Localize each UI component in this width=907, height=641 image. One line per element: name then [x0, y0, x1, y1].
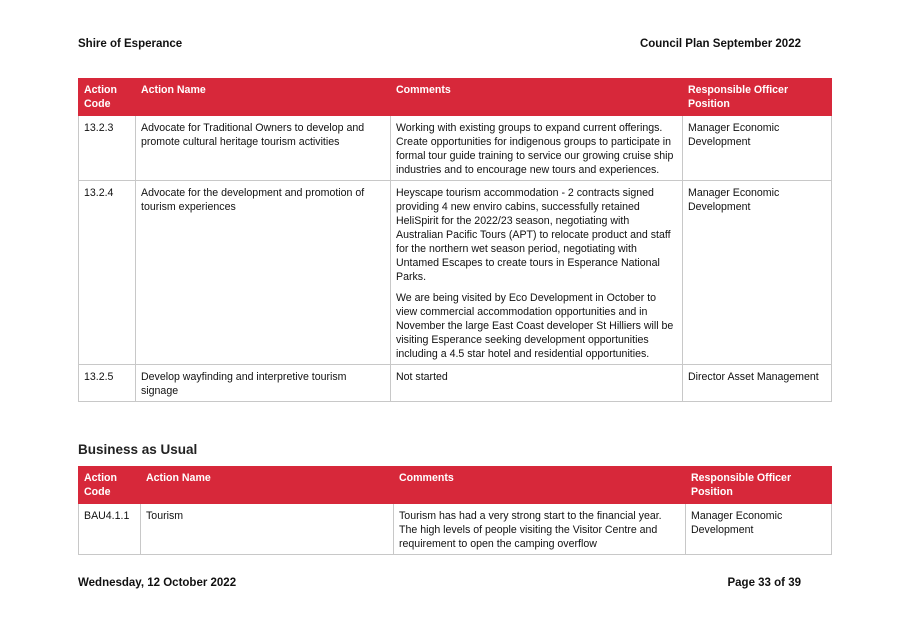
column-header: Action Name [136, 79, 391, 116]
page-number: Page 33 of 39 [727, 577, 801, 589]
actions-table [78, 78, 832, 402]
table-row [79, 504, 832, 555]
comment-paragraph: Tourism has had a very strong start to the financial year. The high levels of people visiting the Visitor Centre and requirement to open the camping overflow [399, 510, 662, 550]
column-header: Responsible Officer Position [683, 79, 832, 116]
action-name: Advocate for the development and promotion of tourism experiences [136, 181, 391, 365]
responsible-officer: Director Asset Management [683, 365, 832, 402]
column-header: Comments [394, 467, 686, 504]
action-code: 13.2.5 [79, 365, 136, 402]
footer-date: Wednesday, 12 October 2022 [78, 577, 237, 589]
table-row [79, 365, 832, 402]
action-comments [391, 365, 683, 402]
bau-table [78, 466, 832, 555]
action-name: Tourism [141, 504, 394, 555]
column-header: Responsible Officer Position [686, 467, 832, 504]
column-header: Action Code [79, 467, 141, 504]
comment-paragraph: We are being visited by Eco Development in October to view commercial accommodation opportunities and in November the large East Coast developer St Hilliers will be visiting Esperance seeking development opportunities including a 4.5 star hotel and residential opportunities. [396, 292, 674, 360]
responsible-officer: Manager Economic Development [686, 504, 832, 555]
comment-paragraph: Not started [396, 371, 448, 383]
responsible-officer: Manager Economic Development [683, 181, 832, 365]
document-header-org: Shire of Esperance [78, 38, 183, 50]
section-title: Business as Usual [78, 442, 198, 457]
column-header: Comments [391, 79, 683, 116]
table-row [79, 181, 832, 365]
action-comments [391, 181, 683, 365]
comment-paragraph: Working with existing groups to expand current offerings. Create opportunities for indigenous groups to participate in formal tour guide training to service our growing cruise ship industries and to encourage new tours and experiences. [396, 122, 674, 176]
comment-paragraph: Heyscape tourism accommodation - 2 contracts signed providing 4 new enviro cabins, successfully retained HeliSpirit for the 2022/23 season, negotiating with Australian Pacific Tours (APT) to relocate product and staff for the northern wet season period, negotiating with Untamed Escapes to create tours in Esperance National Parks. [396, 187, 671, 283]
action-comments [391, 116, 683, 181]
responsible-officer: Manager Economic Development [683, 116, 832, 181]
column-header: Action Code [79, 79, 136, 116]
table-header-row [79, 79, 832, 116]
action-name: Develop wayfinding and interpretive tourism signage [136, 365, 391, 402]
action-comments [394, 504, 686, 555]
action-code: BAU4.1.1 [79, 504, 141, 555]
column-header: Action Name [141, 467, 394, 504]
table-row [79, 116, 832, 181]
action-name: Advocate for Traditional Owners to develop and promote cultural heritage tourism activities [136, 116, 391, 181]
action-code: 13.2.4 [79, 181, 136, 365]
action-code: 13.2.3 [79, 116, 136, 181]
document-header-title: Council Plan September 2022 [639, 38, 801, 50]
table-header-row [79, 467, 832, 504]
